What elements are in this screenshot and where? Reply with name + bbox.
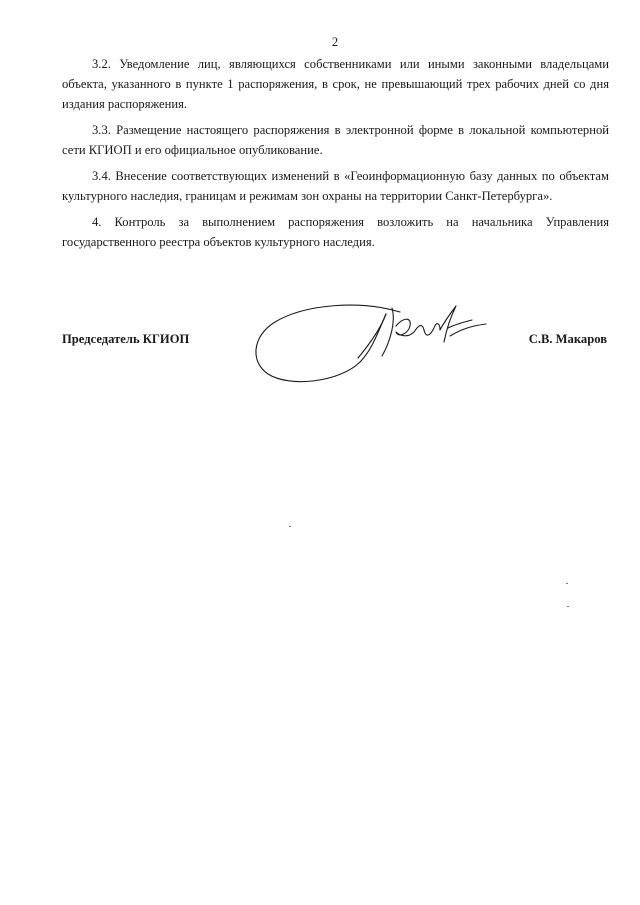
paragraph-3-4: 3.4. Внесение соответствующих изменений в «Геоинформационную базу данных по объектам культурного наследия, границам и режимам зон охраны на территории Санкт-Петербурга».: [62, 169, 609, 203]
handwritten-signature: [250, 292, 510, 392]
paragraph-3-3: 3.3. Размещение настоящего распоряжения в электронной форме в локальной компьютерной сети КГИОП и его официальное опубликование.: [62, 123, 609, 157]
paragraph-4: 4. Контроль за выполнением распоряжения возложить на начальника Управления государственного реестра объектов культурного наследия.: [62, 215, 609, 249]
signatory-title: Председатель КГИОП: [62, 332, 190, 346]
scan-speck: [289, 526, 291, 527]
scan-speck: [567, 606, 569, 607]
signatory-name: С.В. Макаров: [528, 332, 607, 346]
document-body: [62, 54, 609, 258]
paragraph-3-2: 3.2. Уведомление лиц, являющихся собственниками или иными законными владельцами объекта, указанного в пункте 1 распоряжения, в срок, не превышающий трех рабочих дней со дня издания распоряжения.: [62, 57, 609, 111]
scan-speck: [566, 583, 568, 584]
page-number: 2: [331, 35, 339, 49]
